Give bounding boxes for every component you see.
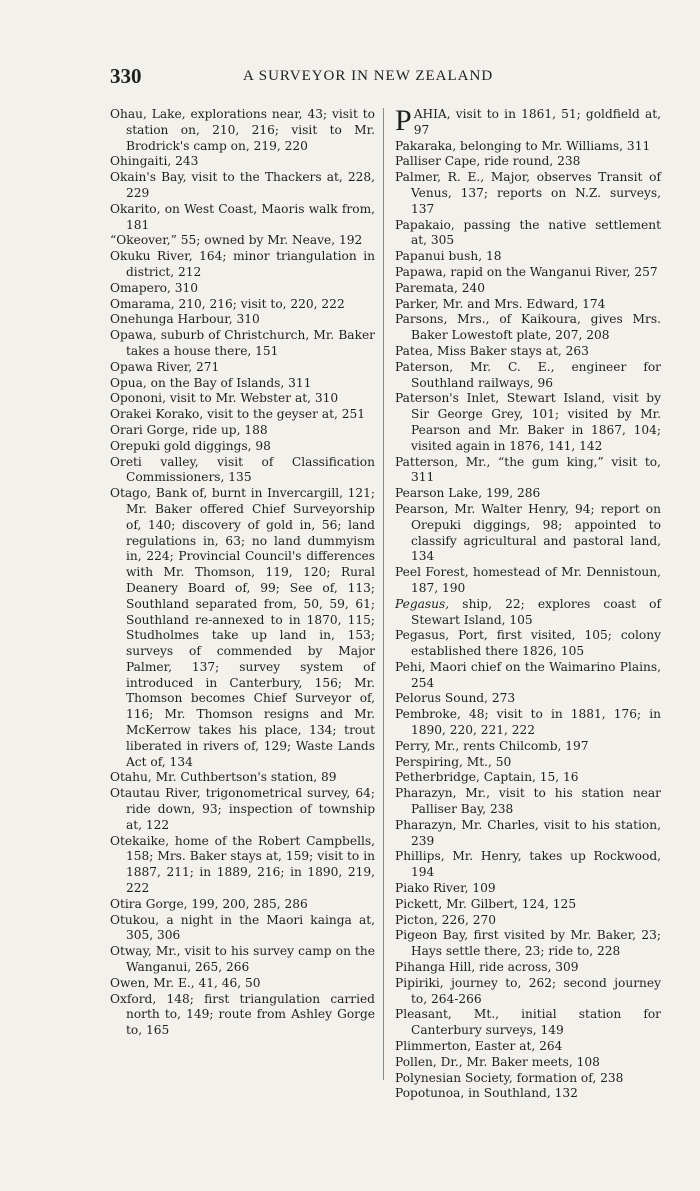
index-entry: Pembroke, 48; visit to in 1881, 176; in 1890, 220, 221, 222 xyxy=(395,707,661,738)
entry-text: ship, 22; explores coast of Stewart Island, 105 xyxy=(411,596,661,627)
index-entry: Otira Gorge, 199, 200, 285, 286 xyxy=(110,896,308,911)
index-entry: Paterson, Mr. C. E., engineer for Southland railways, 96 xyxy=(395,359,661,390)
index-entry: Otukou, a night in the Maori kainga at, 305, 306 xyxy=(110,912,375,943)
index-entry: Orepuki gold diggings, 98 xyxy=(110,438,271,453)
index-entry: Okain's Bay, visit to the Thackers at, 228, 229 xyxy=(110,170,375,200)
index-entry: Omapero, 310 xyxy=(110,280,199,295)
index-entry: Polynesian Society, formation of, 238 xyxy=(395,1070,624,1085)
index-entry: Opua, on the Bay of Islands, 311 xyxy=(110,375,312,390)
index-entry: Pegasus, Port, first visited, 105; colony established there 1826, 105 xyxy=(395,628,661,659)
index-entry: Petherbridge, Captain, 15, 16 xyxy=(395,770,579,785)
index-entry: Paremata, 240 xyxy=(395,280,485,295)
index-column-right xyxy=(395,104,661,1102)
index-entry: Papanui bush, 18 xyxy=(395,249,502,264)
index-entry: Pakaraka, belonging to Mr. Williams, 311 xyxy=(395,138,651,153)
index-entry: Perspiring, Mt., 50 xyxy=(395,754,512,769)
index-entry: Phillips, Mr. Henry, takes up Rockwood, 194 xyxy=(395,849,661,880)
index-entry-pahia xyxy=(395,104,661,139)
index-entry: Pehi, Maori chief on the Waimarino Plains, 254 xyxy=(395,659,661,690)
index-entry: Onehunga Harbour, 310 xyxy=(110,312,260,327)
index-entry: Peel Forest, homestead of Mr. Dennistoun, 187, 190 xyxy=(395,565,661,595)
index-entry: Palmer, R. E., Major, observes Transit of Venus, 137; reports on N.Z. surveys, 137 xyxy=(395,170,661,216)
index-entry: “Okeover,” 55; owned by Mr. Neave, 192 xyxy=(110,233,363,248)
index-entry: Ohau, Lake, explorations near, 43; visit to station on, 210, 216; visit to Mr. Brodrick's camp on, 219, 220 xyxy=(110,107,375,153)
index-entry: Oxford, 148; first triangulation carried north to, 149; route from Ashley Gorge to, 165 xyxy=(110,991,375,1038)
index-entry: Otahu, Mr. Cuthbertson's station, 89 xyxy=(110,770,337,785)
column-divider xyxy=(383,108,384,1080)
index-entry: Otago, Bank of, burnt in Invercargill, 121; Mr. Baker offered Chief Surveyorship of, 140; discovery of gold in, 56; land regulations in, 63; no land dummyism in, 224; Provincial Council's differences with Mr. Thomson, 119, 120; Rural Deanery Board of, 99; See of, 113; Southland separated from, 50, 59, 61; Southland re-annexed to in 1870, 115; Studholmes take up land in, 153; surveys of commended by Major Palmer, 137; survey system of introduced in Canterbury, 156; Mr. Thomson becomes Chief Surveyor of, 116; Mr. Thomson resigns and Mr. McKerrow takes his place, 134; trout liberated in rivers of, 129; Waste Lands Act of, 134 xyxy=(110,486,375,769)
index-entry: Otekaike, home of the Robert Campbells, 158; Mrs. Baker stays at, 159; visit to in 1887, 211; in 1889, 216; in 1890, 219, 222 xyxy=(110,833,375,896)
index-entry: Okuku River, 164; minor triangulation in district, 212 xyxy=(110,249,375,279)
index-column-left xyxy=(110,107,375,1039)
index-entry: Plimmerton, Easter at, 264 xyxy=(395,1039,563,1054)
index-entry: Oreti valley, visit of Classification Commissioners, 135 xyxy=(110,454,375,485)
index-entry: Pihanga Hill, ride across, 309 xyxy=(395,960,579,975)
index-entry: Pigeon Bay, first visited by Mr. Baker, 23; Hays settle there, 23; ride to, 228 xyxy=(395,928,661,959)
index-entry: Pickett, Mr. Gilbert, 124, 125 xyxy=(395,896,577,911)
index-entry: Parsons, Mrs., of Kaikoura, gives Mrs. Baker Lowestoft plate, 207, 208 xyxy=(395,312,661,343)
index-entry: Patea, Miss Baker stays at, 263 xyxy=(395,343,589,358)
index-entry: Okarito, on West Coast, Maoris walk from, 181 xyxy=(110,201,375,232)
running-title: A SURVEYOR IN NEW ZEALAND xyxy=(243,68,494,84)
index-entry: Pelorus Sound, 273 xyxy=(395,691,516,706)
index-entry: Opononi, visit to Mr. Webster at, 310 xyxy=(110,391,339,406)
index-entry: Parker, Mr. and Mrs. Edward, 174 xyxy=(395,296,606,311)
index-entry: Perry, Mr., rents Chilcomb, 197 xyxy=(395,738,589,753)
index-entry: Papakaio, passing the native settlement at, 305 xyxy=(395,217,661,248)
index-entry: Omarama, 210, 216; visit to, 220, 222 xyxy=(110,296,345,311)
index-entry: Otautau River, trigonometrical survey, 64; ride down, 93; inspection of township at, 122 xyxy=(110,786,375,832)
page-header xyxy=(110,64,550,90)
index-entry: Picton, 226, 270 xyxy=(395,912,497,927)
index-entry: Pharazyn, Mr., visit to his station near Palliser Bay, 238 xyxy=(395,786,661,817)
index-entry: Paterson's Inlet, Stewart Island, visit by Sir George Grey, 101; visited by Mr. Pearson and Mr. Baker in 1867, 104; visited again in 1876, 141, 142 xyxy=(395,391,661,453)
index-entry: Piako River, 109 xyxy=(395,881,496,896)
entry-text: AHIA, visit to in 1861, 51; goldfield at, 97 xyxy=(413,107,661,137)
page-number: 330 xyxy=(110,64,142,88)
index-entry: Orari Gorge, ride up, 188 xyxy=(110,422,268,437)
index-entry: Pipiriki, journey to, 262; second journey to, 264-266 xyxy=(395,975,661,1006)
entry-italic-term: Pegasus, xyxy=(395,596,450,611)
index-entry: Pleasant, Mt., initial station for Canterbury surveys, 149 xyxy=(395,1007,661,1038)
index-entry: Palliser Cape, ride round, 238 xyxy=(395,154,581,169)
index-entry: Papawa, rapid on the Wanganui River, 257 xyxy=(395,264,658,279)
index-entry: Pharazyn, Mr. Charles, visit to his station, 239 xyxy=(395,817,661,848)
index-entry: Otway, Mr., visit to his survey camp on the Wanganui, 265, 266 xyxy=(110,944,375,975)
index-entry: Pollen, Dr., Mr. Baker meets, 108 xyxy=(395,1054,600,1069)
index-entry: Opawa, suburb of Christchurch, Mr. Baker takes a house there, 151 xyxy=(110,328,375,358)
drop-cap: P xyxy=(395,104,412,137)
index-entry: Orakei Korako, visit to the geyser at, 251 xyxy=(110,407,366,422)
index-entry: Pearson, Mr. Walter Henry, 94; report on Orepuki diggings, 98; appointed to classify agricultural and pastoral land, 134 xyxy=(395,501,661,564)
index-entry: Opawa River, 271 xyxy=(110,359,220,374)
index-entry: Patterson, Mr., “the gum king,” visit to, 311 xyxy=(395,454,661,485)
index-entry: Owen, Mr. E., 41, 46, 50 xyxy=(110,975,261,990)
index-entry: Popotunoa, in Southland, 132 xyxy=(395,1086,578,1101)
index-entry: Pearson Lake, 199, 286 xyxy=(395,486,541,501)
index-entry: Ohingaiti, 243 xyxy=(110,154,199,169)
index-entry-pegasus-ship xyxy=(395,597,661,629)
